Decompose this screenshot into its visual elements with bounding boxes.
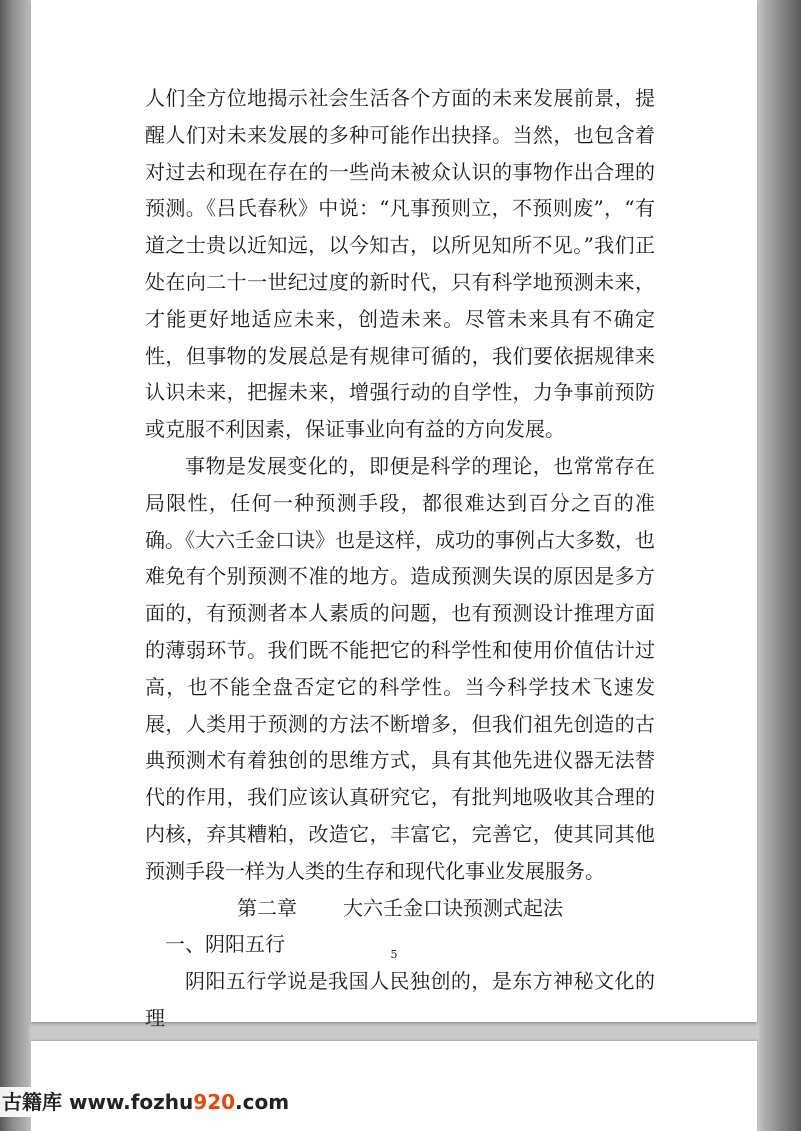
document-page — [31, 0, 757, 1030]
next-page — [31, 1041, 757, 1131]
page-number: 5 — [390, 948, 398, 961]
chapter-heading — [145, 890, 655, 927]
watermark-url-prefix: www.fozhu — [68, 1090, 194, 1114]
paragraph-2: 事物是发展变化的，即便是科学的理论，也常常存在局限性，任何一种预测手段，都很难达到百分之百的准确。《大六壬金口诀》也是这样，成功的事例占大多数，也难免有个别预测不准的地方。造成预测失误的原因是多方面的，有预测者本人素质的问题，也有预测设计推理方面的薄弱环节。我们既不能把它的科学性和使用价值估计过高，也不能全盘否定它的科学性。当今科学技术飞速发展，人类用于预测的方法不断增多，但我们祖先创造的古典预测术有着独创的思维方式，具有其他先进仪器无法替代的作用，我们应该认真研究它，有批判地吸收其合理的内核，弃其糟粕，改造它，丰富它，完善它，使其同其他预测手段一样为人类的生存和现代化事业发展服务。 — [145, 453, 655, 883]
watermark-site-name: 古籍库 — [2, 1090, 62, 1114]
paragraph-3: 阴阳五行学说是我国人民独创的，是东方神秘文化的理 — [145, 969, 655, 1030]
watermark-url-suffix: .com — [235, 1090, 290, 1114]
chapter-title: 大六壬金口诀预测式起法 — [343, 895, 563, 920]
section-heading: 一、阴阳五行 — [165, 932, 285, 957]
page-content — [145, 80, 655, 1037]
chapter-number: 第二章 — [237, 895, 297, 920]
paragraph-1: 人们全方位地揭示社会生活各个方面的未来发展前景，提醒人们对未来发展的多种可能作出抉择。当然，也包含着对过去和现在存在的一些尚未被众认识的事物作出合理的预测。《吕氏春秋》中说：“凡事预则立，不预则废”，“有道之士贵以近知远，以今知古，以所见知所不见。”我们正处在向二十一世纪过度的新时代，只有科学地预测未来，才能更好地适应未来，创造未来。尽管未来具有不确定性，但事物的发展总是有规律可循的，我们要依据规律来认识未来，把握未来，增强行动的自学性，力争事前预防或克服不利因素，保证事业向有益的方向发展。 — [145, 86, 655, 442]
site-watermark — [0, 1087, 293, 1117]
watermark-url-accent: 920 — [193, 1090, 236, 1114]
